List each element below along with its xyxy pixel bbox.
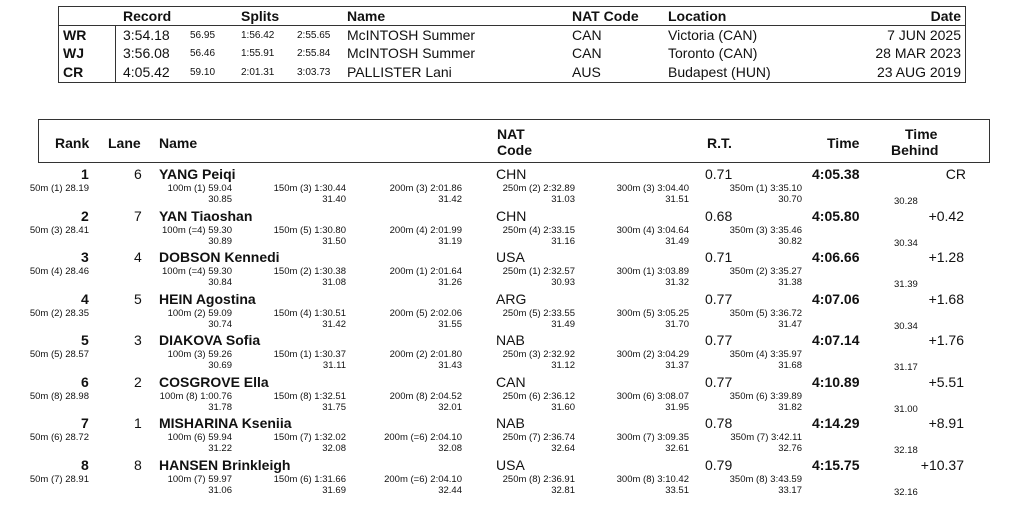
athlete-name: YAN Tiaoshan <box>159 207 253 224</box>
result-row <box>0 332 1024 350</box>
split-cell <box>30 432 89 443</box>
split-cumulative: 100m (3) 59.26 <box>167 349 232 360</box>
records-header-date: Date <box>930 8 961 24</box>
header-code: Code <box>497 142 532 158</box>
split-cumulative: 350m (3) 3:35.46 <box>729 224 802 236</box>
split-cumulative: 350m (4) 3:35.97 <box>729 349 802 360</box>
record-date: 28 MAR 2023 <box>875 45 961 61</box>
records-header-splits: Splits <box>241 8 280 24</box>
split-cell <box>503 432 575 454</box>
athlete-name: YANG Peiqi <box>159 166 236 182</box>
records-header-name: Name <box>347 8 386 24</box>
split-cumulative: 150m (3) 1:30.44 <box>273 183 346 194</box>
rank: 7 <box>81 415 89 431</box>
result-splits <box>0 266 1024 292</box>
result-splits <box>0 474 1024 500</box>
split-cumulative: 250m (2) 2:32.89 <box>502 183 575 194</box>
split-lap: 31.82 <box>778 401 802 413</box>
split-cumulative: 100m (8) 1:00.76 <box>159 390 232 402</box>
record-time: 4:05.42 <box>123 64 170 80</box>
split-cumulative: 250m (5) 2:33.55 <box>502 307 575 319</box>
split-cumulative: 350m (5) 3:36.72 <box>729 307 802 319</box>
rank: 5 <box>81 332 89 348</box>
split-cell <box>730 225 802 247</box>
split-cell <box>30 349 89 360</box>
result-splits <box>0 432 1024 458</box>
split-cell <box>274 225 346 247</box>
split-cumulative: 50m (7) 28.91 <box>29 473 89 485</box>
result-row <box>0 249 1024 267</box>
split-lap: 31.08 <box>322 277 346 288</box>
split-cell <box>274 183 346 205</box>
nat-code: CHN <box>496 207 527 224</box>
split-cell <box>160 391 232 413</box>
split-cell <box>730 474 802 496</box>
lane: 4 <box>134 249 142 265</box>
split-cell <box>274 308 346 330</box>
split-cumulative: 250m (3) 2:32.92 <box>502 349 575 360</box>
athlete-name: DIAKOVA Sofia <box>159 332 261 348</box>
split-cell <box>617 183 689 205</box>
split-cell <box>390 349 462 371</box>
header-time: Time <box>827 135 860 151</box>
record-split-150: 2:01.31 <box>241 67 275 78</box>
split-cell <box>390 183 462 205</box>
split-cell <box>730 183 802 205</box>
split-cumulative: 150m (8) 1:32.51 <box>273 390 346 402</box>
records-header-location: Location <box>668 8 727 24</box>
split-cumulative: 50m (5) 28.57 <box>29 349 89 360</box>
split-cumulative: 300m (8) 3:10.42 <box>616 473 689 485</box>
record-name: McINTOSH Summer <box>347 27 476 43</box>
split-lap: 31.78 <box>208 401 232 413</box>
split-cell <box>274 266 346 288</box>
reaction-time: 0.68 <box>705 207 733 224</box>
split-cumulative: 250m (8) 2:36.91 <box>502 473 575 485</box>
split-lap: 32.61 <box>665 443 689 454</box>
athlete-name: HEIN Agostina <box>159 290 256 307</box>
split-cell <box>617 432 689 454</box>
split-cell <box>730 349 802 371</box>
record-split-50: 59.10 <box>190 67 216 78</box>
split-cumulative: 300m (1) 3:03.89 <box>616 266 689 277</box>
split-cumulative: 300m (3) 3:04.40 <box>616 183 689 194</box>
final-split: 30.34 <box>894 237 918 249</box>
split-cumulative: 200m (8) 2:04.52 <box>389 390 462 402</box>
results-header <box>38 119 990 163</box>
time-behind: +1.76 <box>928 332 964 348</box>
split-cumulative: 200m (=6) 2:04.10 <box>384 473 462 485</box>
rank: 8 <box>81 456 89 473</box>
reaction-time: 0.71 <box>705 166 733 182</box>
record-row <box>59 44 965 63</box>
record-code: WR <box>63 27 87 43</box>
reaction-time: 0.77 <box>705 332 733 348</box>
final-time: 4:05.80 <box>812 207 860 224</box>
split-cell <box>30 391 89 402</box>
split-cell <box>274 432 346 454</box>
split-cumulative: 350m (2) 3:35.27 <box>729 266 802 277</box>
result-splits <box>0 349 1024 375</box>
athlete-name: MISHARINA Kseniia <box>159 415 292 431</box>
time-behind: +8.91 <box>928 415 964 431</box>
rank: 1 <box>81 166 89 182</box>
split-cell <box>503 225 575 247</box>
record-nat: AUS <box>572 64 601 80</box>
split-cell <box>390 225 462 247</box>
split-cell <box>30 266 89 277</box>
header-rt: R.T. <box>707 135 732 151</box>
result-row <box>0 457 1024 475</box>
nat-code: USA <box>496 456 525 473</box>
reaction-time: 0.71 <box>705 249 733 265</box>
record-time: 3:56.08 <box>123 45 170 61</box>
split-cell <box>503 391 575 413</box>
header-rank: Rank <box>55 135 90 151</box>
record-row <box>59 63 965 82</box>
records-header-record: Record <box>123 8 172 24</box>
reaction-time: 0.78 <box>705 415 733 431</box>
split-cumulative: 300m (2) 3:04.29 <box>616 349 689 360</box>
split-cumulative: 200m (1) 2:01.64 <box>389 266 462 277</box>
split-cumulative: 100m (7) 59.97 <box>167 473 232 485</box>
split-cumulative: 300m (4) 3:04.64 <box>616 224 689 236</box>
split-cell <box>168 183 232 205</box>
split-cumulative: 100m (1) 59.04 <box>167 183 232 194</box>
nat-code: NAB <box>496 332 525 348</box>
final-time: 4:06.66 <box>812 249 860 265</box>
split-cell <box>168 474 232 496</box>
records-table <box>58 6 966 83</box>
header-lane: Lane <box>108 135 141 151</box>
result-row <box>0 291 1024 309</box>
split-cumulative: 50m (2) 28.35 <box>29 307 89 319</box>
rank: 2 <box>81 207 89 224</box>
nat-code: CAN <box>496 373 526 390</box>
split-cell <box>503 308 575 330</box>
split-cumulative: 50m (1) 28.19 <box>29 183 89 194</box>
header-nat: NAT <box>497 126 525 142</box>
header-time-behind-1: Time <box>905 126 938 142</box>
split-lap: 31.12 <box>551 360 575 371</box>
final-split: 32.18 <box>894 445 918 456</box>
final-time: 4:14.29 <box>812 415 860 431</box>
record-location: Toronto (CAN) <box>668 45 758 61</box>
split-cumulative: 350m (1) 3:35.10 <box>729 183 802 194</box>
split-lap: 31.95 <box>665 401 689 413</box>
split-lap: 32.76 <box>778 443 802 454</box>
split-cumulative: 200m (3) 2:01.86 <box>389 183 462 194</box>
time-behind: +1.68 <box>928 290 964 307</box>
split-lap: 31.50 <box>322 235 346 247</box>
split-cell <box>730 391 802 413</box>
split-lap: 31.49 <box>665 235 689 247</box>
split-lap: 30.70 <box>778 194 802 205</box>
lane: 7 <box>134 207 142 224</box>
split-lap: 31.51 <box>665 194 689 205</box>
split-lap: 30.74 <box>208 318 232 330</box>
split-cell <box>390 308 462 330</box>
split-cumulative: 200m (5) 2:02.06 <box>389 307 462 319</box>
split-lap: 31.11 <box>322 360 346 371</box>
split-cumulative: 100m (=4) 59.30 <box>162 266 232 277</box>
split-cell <box>162 266 232 288</box>
reaction-time: 0.77 <box>705 373 733 390</box>
final-time: 4:07.06 <box>812 290 860 307</box>
nat-code: USA <box>496 249 525 265</box>
final-split: 30.34 <box>894 320 918 332</box>
split-cell <box>730 266 802 288</box>
rank: 3 <box>81 249 89 265</box>
split-cumulative: 350m (6) 3:39.89 <box>729 390 802 402</box>
split-cell <box>390 266 462 288</box>
split-cumulative: 50m (6) 28.72 <box>29 432 89 443</box>
record-nat: CAN <box>572 27 602 43</box>
split-lap: 30.69 <box>208 360 232 371</box>
final-time: 4:05.38 <box>812 166 860 182</box>
split-lap: 31.70 <box>665 318 689 330</box>
split-cell <box>162 225 232 247</box>
record-location: Budapest (HUN) <box>668 64 771 80</box>
record-name: PALLISTER Lani <box>347 64 452 80</box>
record-tag: CR <box>945 166 966 182</box>
split-lap: 32.81 <box>551 484 575 496</box>
split-lap: 32.08 <box>322 443 346 454</box>
athlete-name: DOBSON Kennedi <box>159 249 280 265</box>
split-lap: 30.93 <box>551 277 575 288</box>
record-location: Victoria (CAN) <box>668 27 758 43</box>
split-cumulative: 250m (7) 2:36.74 <box>502 432 575 443</box>
final-time: 4:10.89 <box>812 373 860 390</box>
split-cell <box>274 474 346 496</box>
split-cell <box>617 349 689 371</box>
split-cumulative: 250m (1) 2:32.57 <box>502 266 575 277</box>
split-cell <box>503 183 575 205</box>
split-cumulative: 350m (8) 3:43.59 <box>729 473 802 485</box>
split-lap: 31.06 <box>208 484 232 496</box>
split-cell <box>30 225 89 236</box>
time-behind: +5.51 <box>928 373 964 390</box>
split-cell <box>730 432 802 454</box>
split-lap: 31.03 <box>551 194 575 205</box>
split-lap: 31.40 <box>322 194 346 205</box>
lane: 1 <box>134 415 142 431</box>
split-cell <box>617 308 689 330</box>
split-cumulative: 150m (7) 1:32.02 <box>273 432 346 443</box>
record-split-250: 3:03.73 <box>297 67 331 78</box>
split-cell <box>390 391 462 413</box>
record-split-150: 1:56.42 <box>241 30 275 41</box>
nat-code: ARG <box>496 290 527 307</box>
split-cumulative: 300m (6) 3:08.07 <box>616 390 689 402</box>
time-behind: +10.37 <box>920 456 964 473</box>
split-cumulative: 150m (2) 1:30.38 <box>273 266 346 277</box>
split-cell <box>503 474 575 496</box>
split-lap: 31.42 <box>322 318 346 330</box>
record-code: WJ <box>63 45 84 61</box>
split-lap: 31.47 <box>778 318 802 330</box>
final-split: 31.17 <box>894 362 918 373</box>
result-splits <box>0 183 1024 209</box>
record-code: CR <box>63 64 84 80</box>
split-cumulative: 200m (4) 2:01.99 <box>389 224 462 236</box>
final-time: 4:07.14 <box>812 332 860 348</box>
split-cell <box>168 432 232 454</box>
reaction-time: 0.77 <box>705 290 733 307</box>
lane: 5 <box>134 290 142 307</box>
record-split-50: 56.46 <box>190 48 216 59</box>
split-cumulative: 50m (8) 28.98 <box>29 390 89 402</box>
split-cumulative: 100m (2) 59.09 <box>167 307 232 319</box>
split-cumulative: 50m (4) 28.46 <box>29 266 89 277</box>
records-header-nat: NAT Code <box>572 8 639 24</box>
split-cumulative: 250m (6) 2:36.12 <box>502 390 575 402</box>
split-cell <box>617 474 689 496</box>
split-cumulative: 200m (2) 2:01.80 <box>389 349 462 360</box>
record-date: 23 AUG 2019 <box>876 64 961 80</box>
split-lap: 30.82 <box>778 235 802 247</box>
record-split-150: 1:55.91 <box>241 48 275 59</box>
final-split: 31.00 <box>894 403 918 415</box>
split-cumulative: 50m (3) 28.41 <box>29 224 89 236</box>
lane: 2 <box>134 373 142 390</box>
split-cell <box>274 391 346 413</box>
split-lap: 31.26 <box>438 277 462 288</box>
record-split-250: 2:55.65 <box>297 30 331 41</box>
split-cell <box>30 308 89 319</box>
split-cell <box>617 391 689 413</box>
split-cell <box>384 432 462 454</box>
split-cell <box>503 349 575 371</box>
split-cumulative: 200m (=6) 2:04.10 <box>384 432 462 443</box>
record-nat: CAN <box>572 45 602 61</box>
split-cumulative: 300m (7) 3:09.35 <box>616 432 689 443</box>
split-lap: 32.08 <box>438 443 462 454</box>
lane: 6 <box>134 166 142 182</box>
nat-code: NAB <box>496 415 525 431</box>
result-splits <box>0 225 1024 251</box>
split-cumulative: 250m (4) 2:33.15 <box>502 224 575 236</box>
split-cell <box>30 183 89 194</box>
result-row <box>0 166 1024 184</box>
nat-code: CHN <box>496 166 527 182</box>
split-lap: 31.55 <box>438 318 462 330</box>
split-cell <box>384 474 462 496</box>
athlete-name: COSGROVE Ella <box>159 373 269 390</box>
split-lap: 30.84 <box>208 277 232 288</box>
split-lap: 31.22 <box>208 443 232 454</box>
split-lap: 32.64 <box>551 443 575 454</box>
reaction-time: 0.79 <box>705 456 733 473</box>
split-lap: 31.69 <box>322 484 346 496</box>
result-row <box>0 415 1024 433</box>
record-name: McINTOSH Summer <box>347 45 476 61</box>
result-splits <box>0 391 1024 417</box>
athlete-name: HANSEN Brinkleigh <box>159 456 291 473</box>
split-lap: 31.42 <box>438 194 462 205</box>
final-split: 31.39 <box>894 279 918 290</box>
split-lap: 31.32 <box>665 277 689 288</box>
split-lap: 31.43 <box>438 360 462 371</box>
split-lap: 33.17 <box>778 484 802 496</box>
split-cell <box>274 349 346 371</box>
split-lap: 32.44 <box>438 484 462 496</box>
lane: 3 <box>134 332 142 348</box>
split-lap: 31.60 <box>551 401 575 413</box>
split-lap: 31.19 <box>438 235 462 247</box>
lane: 8 <box>134 456 142 473</box>
split-cell <box>168 349 232 371</box>
final-time: 4:15.75 <box>812 456 860 473</box>
split-lap: 31.38 <box>778 277 802 288</box>
header-time-behind-2: Behind <box>891 142 939 158</box>
split-lap: 31.16 <box>551 235 575 247</box>
final-split: 30.28 <box>894 196 918 207</box>
header-name: Name <box>159 135 198 151</box>
result-row <box>0 208 1024 226</box>
split-cell <box>617 225 689 247</box>
record-time: 3:54.18 <box>123 27 170 43</box>
record-row <box>59 26 965 45</box>
split-cell <box>30 474 89 485</box>
record-split-50: 56.95 <box>190 30 216 41</box>
rank: 4 <box>81 290 89 307</box>
result-row <box>0 374 1024 392</box>
split-lap: 31.37 <box>665 360 689 371</box>
split-lap: 31.68 <box>778 360 802 371</box>
split-cumulative: 150m (5) 1:30.80 <box>273 224 346 236</box>
split-lap: 30.89 <box>208 235 232 247</box>
split-cell <box>503 266 575 288</box>
rank: 6 <box>81 373 89 390</box>
split-cumulative: 150m (1) 1:30.37 <box>273 349 346 360</box>
split-cumulative: 150m (6) 1:31.66 <box>273 473 346 485</box>
split-lap: 32.01 <box>438 401 462 413</box>
split-cumulative: 350m (7) 3:42.11 <box>730 432 802 443</box>
split-lap: 31.75 <box>322 401 346 413</box>
split-cell <box>168 308 232 330</box>
split-cell <box>730 308 802 330</box>
split-cell <box>617 266 689 288</box>
record-date: 7 JUN 2025 <box>887 27 961 43</box>
result-splits <box>0 308 1024 334</box>
time-behind: +1.28 <box>928 249 964 265</box>
time-behind: +0.42 <box>928 207 964 224</box>
split-cumulative: 100m (6) 59.94 <box>167 432 232 443</box>
split-cumulative: 100m (=4) 59.30 <box>162 224 232 236</box>
split-lap: 33.51 <box>665 484 689 496</box>
final-split: 32.16 <box>894 486 918 498</box>
split-cumulative: 300m (5) 3:05.25 <box>616 307 689 319</box>
record-split-250: 2:55.84 <box>297 48 331 59</box>
split-lap: 30.85 <box>208 194 232 205</box>
split-lap: 31.49 <box>551 318 575 330</box>
split-cumulative: 150m (4) 1:30.51 <box>273 307 346 319</box>
